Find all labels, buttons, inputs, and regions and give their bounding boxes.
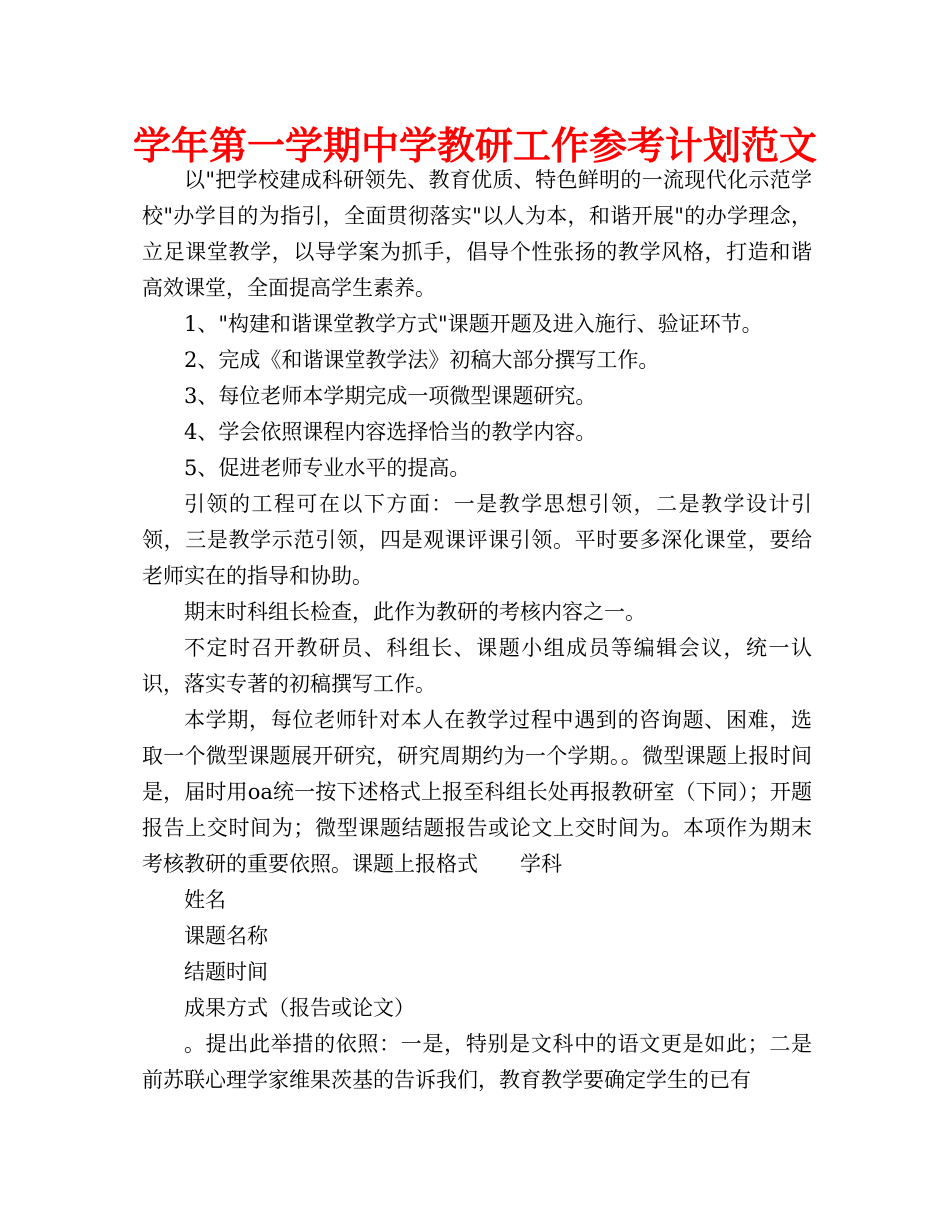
paragraph-item-4: 4、学会依照课程内容选择恰当的教学内容。 xyxy=(184,420,597,444)
paragraph-item-1: 1、"构建和谐课堂教学方式"课题开题及进入施行、验证环节。 xyxy=(184,312,763,336)
paragraph-guidance: 引领的工程可在以下方面：一是教学思想引领，二是教学设计引领，三是教学示范引领，四是观课评课引领。平时要多深化课堂，要给老师实在的指导和协助。 xyxy=(142,492,812,588)
paragraph-intro: 以"把学校建成科研领先、教育优质、特色鲜明的一流现代化示范学校"办学目的为指引，全面贯彻落实"以人为本，和谐开展"的办学理念，立足课堂教学，以导学案为抓手，倡导个性张扬的教学风格，打造和谐高效课堂，全面提高学生素养。 xyxy=(142,168,812,300)
paragraph-micro-research: 本学期，每位老师针对本人在教学过程中遇到的咨询题、困难，选取一个微型课题展开研究，研究周期约为一个学期。。微型课题上报时间是，届时用oa统一按下述格式上报至科组长处再报教研室（下同）；开题报告上交时间为；微型课题结题报告或论文上交时间为。本项作为期末考核教研的重要依照。课题上报格式 学科 xyxy=(142,708,812,876)
form-field-result-type: 成果方式（报告或论文） xyxy=(184,996,415,1020)
paragraph-meetings: 不定时召开教研员、科组长、课题小组成员等编辑会议，统一认识，落实专著的初稿撰写工作。 xyxy=(142,636,812,696)
paragraph-item-5: 5、促进老师专业水平的提高。 xyxy=(184,456,471,480)
document-body xyxy=(142,162,812,1098)
document-title: 学年第一学期中学教研工作参考计划范文 xyxy=(132,123,817,168)
paragraph-item-2: 2、完成《和谐课堂教学法》初稿大部分撰写工作。 xyxy=(184,348,660,372)
form-field-end-time: 结题时间 xyxy=(184,960,268,984)
form-field-name: 姓名 xyxy=(184,888,226,912)
paragraph-inspection: 期末时科组长检查，此作为教研的考核内容之一。 xyxy=(184,600,646,624)
form-field-topic: 课题名称 xyxy=(184,924,268,948)
paragraph-basis: 。提出此举措的依照：一是，特别是文科中的语文更是如此；二是前苏联心理学家维果茨基的告诉我们，教育教学要确定学生的已有 xyxy=(142,1032,812,1092)
paragraph-item-3: 3、每位老师本学期完成一项微型课题研究。 xyxy=(184,384,597,408)
